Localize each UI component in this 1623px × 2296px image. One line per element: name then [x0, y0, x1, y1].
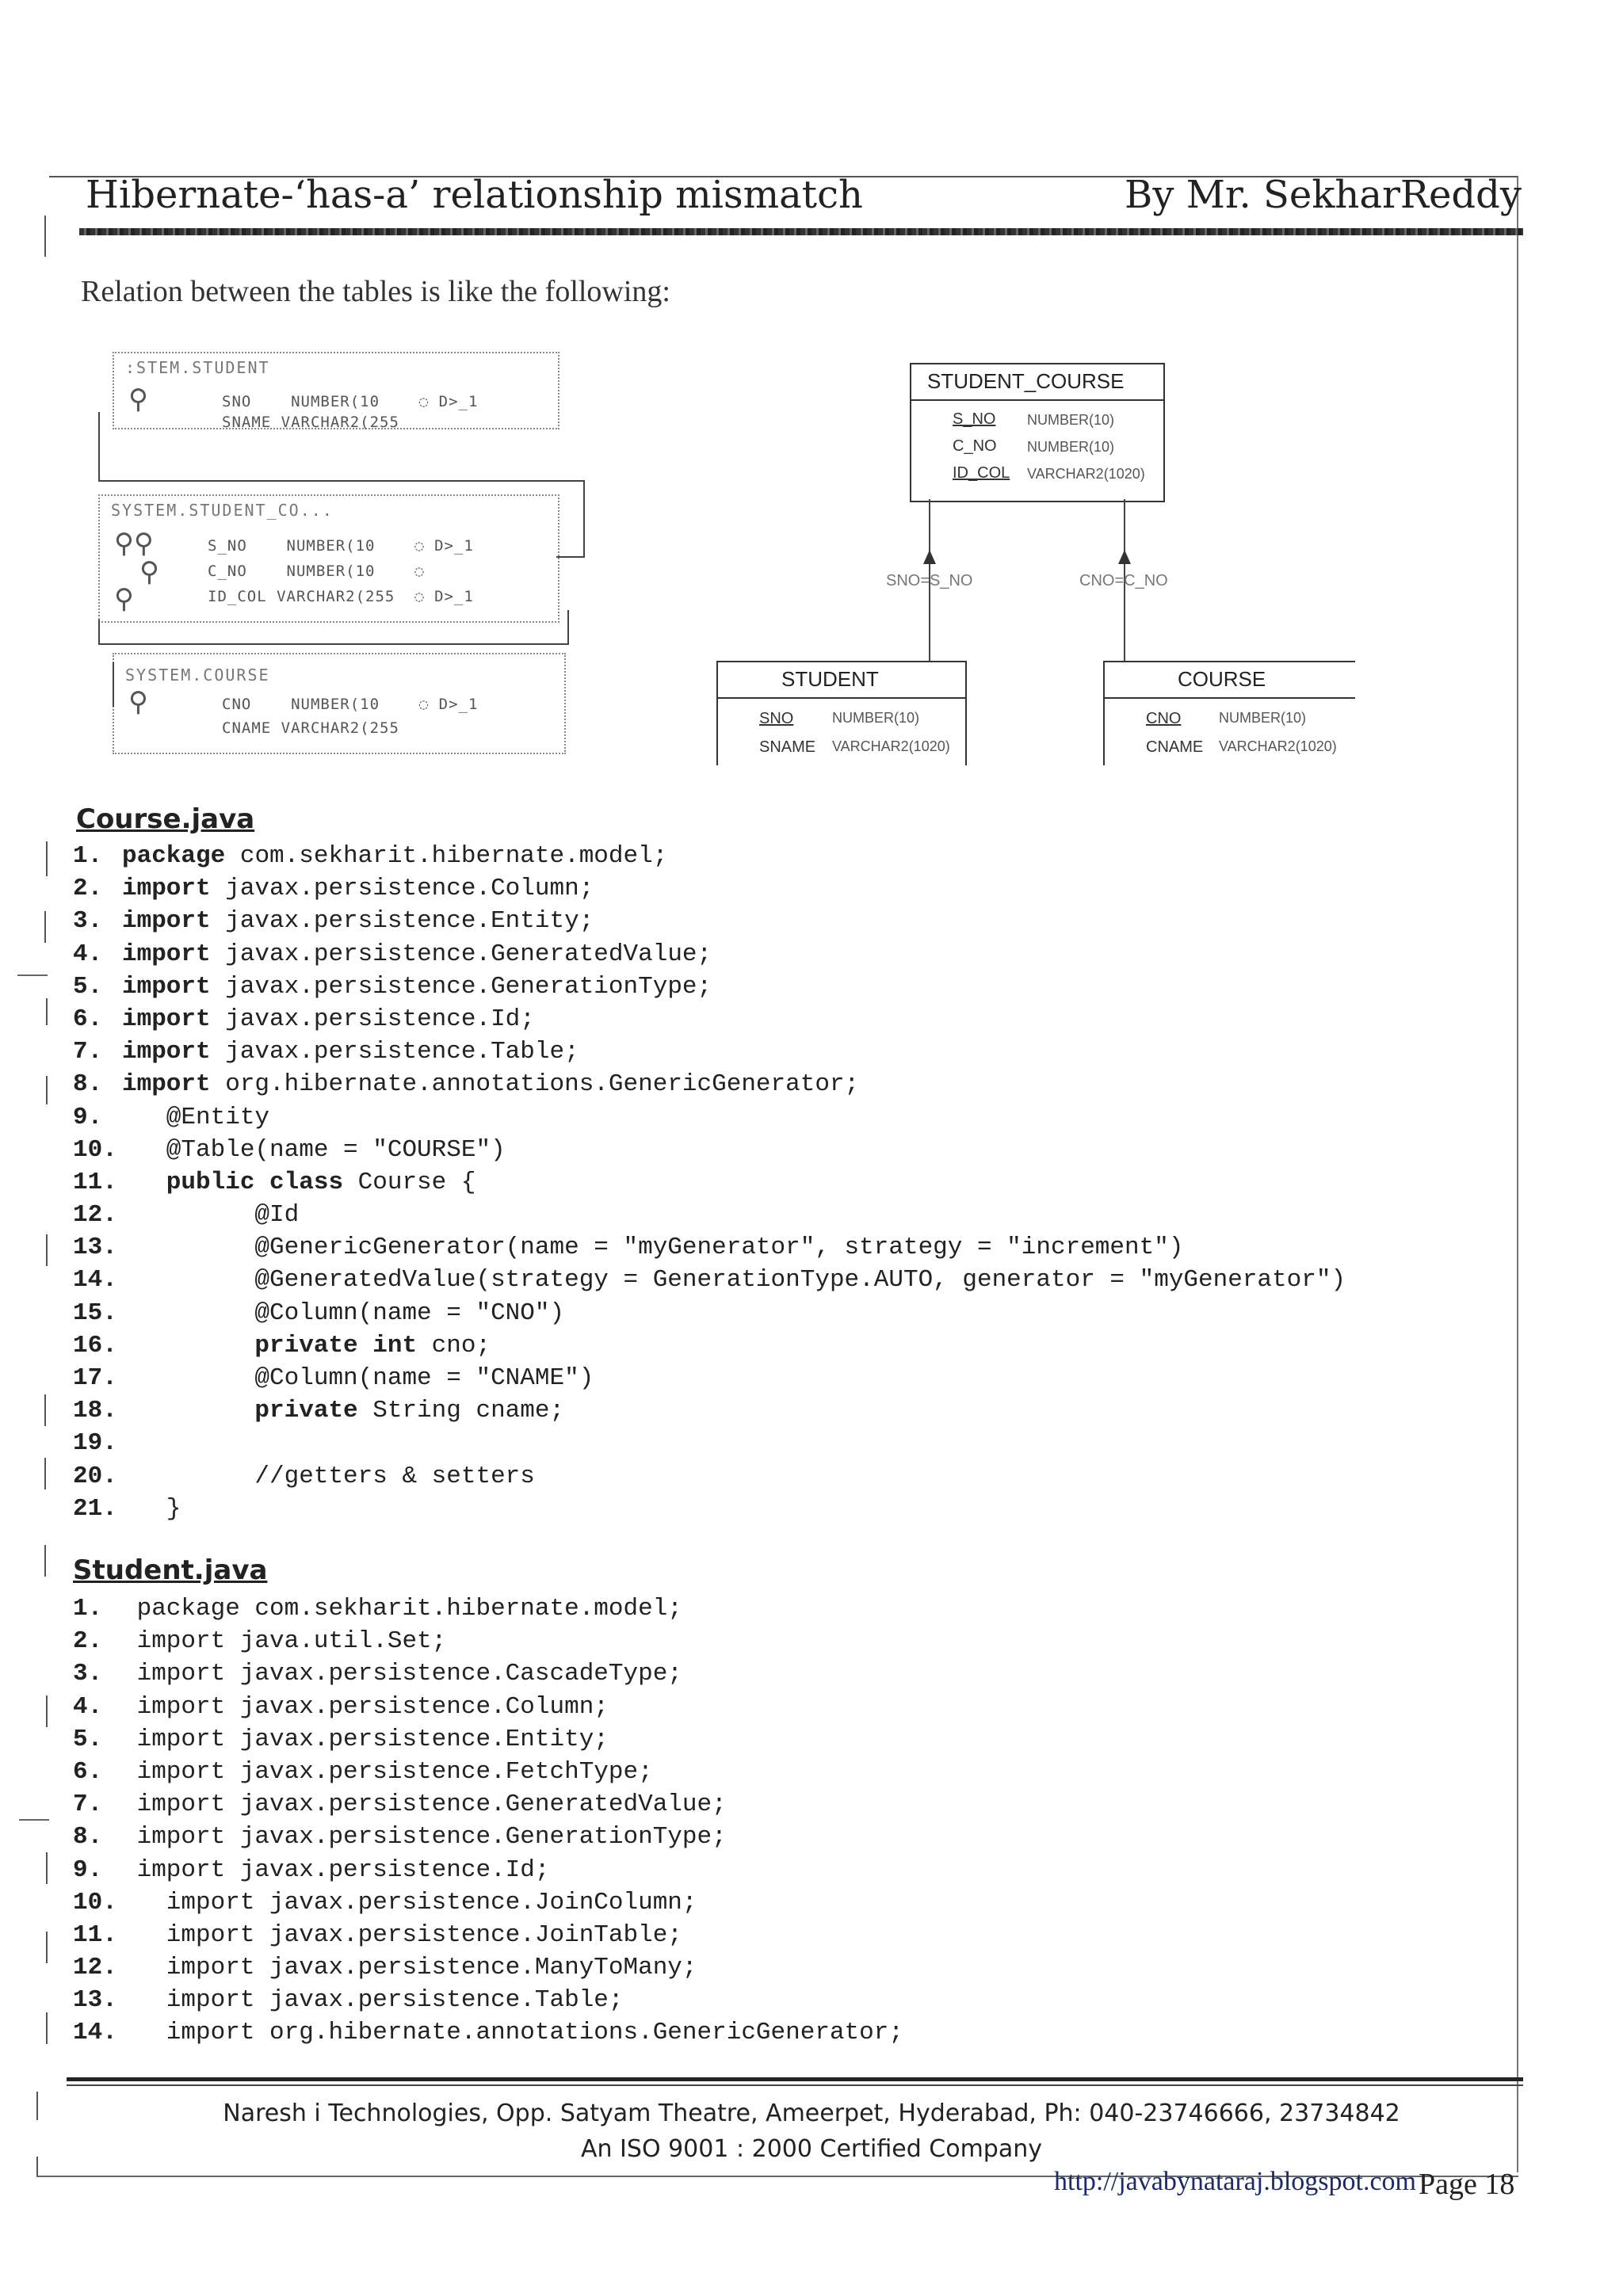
line-number: 11. — [73, 1168, 117, 1196]
footer-rule — [67, 2084, 1523, 2086]
line-number: 16. — [73, 1331, 117, 1360]
code-text: javax.persistence.GeneratedValue; — [210, 940, 712, 968]
line-number: 1. — [73, 842, 103, 870]
line-number: 12. — [73, 1201, 117, 1230]
code-line — [73, 1625, 903, 1657]
code-text: org.hibernate.annotations.GenericGenerator; — [210, 1070, 860, 1099]
code-line — [73, 938, 1346, 971]
footer-certification: An ISO 9001 : 2000 Certified Company — [580, 2135, 1042, 2163]
code-text: @Entity — [122, 1103, 270, 1131]
connector-line — [113, 662, 114, 707]
column-type: VARCHAR2(1020) — [1219, 738, 1337, 754]
code-line — [73, 1101, 1346, 1134]
header-rule — [79, 228, 1523, 235]
ora-course-row: CNO NUMBER(10 ◌ D>_1 — [222, 696, 479, 713]
line-number: 7. — [73, 1038, 103, 1066]
code-text: import javax.persistence.ManyToMany; — [122, 1954, 697, 1982]
code-text: cno; — [417, 1331, 491, 1360]
author-name: By Mr. SekharReddy — [1125, 173, 1522, 217]
line-number: 9. — [73, 1855, 103, 1884]
code-keyword: import — [122, 875, 211, 903]
key-icon: ⚲ — [128, 383, 148, 415]
column-name: SNO — [759, 710, 794, 727]
code-line — [73, 1166, 1346, 1199]
column-name: SNAME — [759, 738, 816, 756]
code-text: import javax.persistence.FetchType; — [122, 1757, 653, 1786]
code-keyword: import — [122, 1070, 211, 1099]
er-student-course-table — [910, 363, 1165, 502]
code-line — [73, 1821, 903, 1853]
ora-course-row: CNAME VARCHAR2(255 — [222, 719, 399, 737]
line-number: 5. — [73, 972, 103, 1001]
code-text: @Table(name = "COURSE") — [122, 1135, 506, 1164]
ora-student-course-title: SYSTEM.STUDENT_CO... — [111, 501, 334, 520]
ora-student-row: SNO NUMBER(10 ◌ D>_1 — [222, 393, 479, 410]
code-line — [73, 1134, 1346, 1166]
column-type: NUMBER(10) — [832, 710, 920, 726]
key-icon: ⚲ — [128, 686, 148, 718]
line-number: 9. — [73, 1103, 103, 1131]
code-keyword: private int — [122, 1331, 418, 1360]
code-text: String cname; — [357, 1397, 565, 1425]
code-keyword: private — [122, 1397, 358, 1425]
table-divider — [718, 697, 965, 699]
code-line — [73, 1329, 1346, 1362]
intro-text: Relation between the tables is like the following: — [81, 275, 670, 308]
code-text: javax.persistence.Table; — [210, 1038, 579, 1066]
code-line — [73, 1984, 903, 2016]
code-text: @Column(name = "CNO") — [122, 1299, 565, 1327]
connector-line — [556, 556, 585, 558]
connector-line — [583, 480, 585, 558]
column-type: NUMBER(10) — [1027, 412, 1115, 428]
line-number: 21. — [73, 1494, 117, 1523]
student-java-title: Student.java — [73, 1554, 268, 1586]
code-line — [73, 1756, 903, 1788]
table-divider — [911, 399, 1163, 401]
footer-rule — [67, 2077, 1523, 2081]
footer-address: Naresh i Technologies, Opp. Satyam Theatre, Ameerpet, Hyderabad, Ph: 040-23746666, 23734842 — [223, 2100, 1400, 2127]
code-text: javax.persistence.GenerationType; — [210, 972, 712, 1001]
line-number: 2. — [73, 1627, 103, 1656]
code-line — [73, 1199, 1346, 1231]
code-keyword: public class — [122, 1168, 344, 1196]
column-name: S_NO — [953, 410, 996, 428]
code-line — [73, 1919, 903, 1951]
code-text: @GeneratedValue(strategy = GenerationType.AUTO, generator = "myGenerator") — [122, 1266, 1346, 1295]
line-number: 11. — [73, 1920, 117, 1949]
line-number: 3. — [73, 1660, 103, 1688]
code-text: //getters & setters — [122, 1462, 535, 1490]
code-text: import org.hibernate.annotations.GenericGenerator; — [122, 2019, 903, 2047]
line-number: 20. — [73, 1462, 117, 1490]
column-name: CNAME — [1146, 738, 1204, 756]
ora-student-course-row: C_NO NUMBER(10 ◌ — [208, 563, 425, 580]
column-type: VARCHAR2(1020) — [832, 738, 950, 754]
code-line — [73, 1854, 903, 1886]
ora-course-title: SYSTEM.COURSE — [125, 666, 270, 685]
code-line — [73, 1886, 903, 1919]
student-java-code — [73, 1592, 903, 2050]
code-text: import javax.persistence.JoinTable; — [122, 1920, 682, 1949]
line-number: 6. — [73, 1757, 103, 1786]
line-number: 3. — [73, 907, 103, 936]
line-number: 19. — [73, 1429, 117, 1458]
connector-line — [98, 643, 569, 645]
code-line — [73, 1691, 903, 1723]
code-keyword: import — [122, 1038, 211, 1066]
code-keyword: import — [122, 907, 211, 936]
code-text: } — [122, 1494, 181, 1523]
ora-student-course-table — [98, 494, 559, 623]
line-number: 10. — [73, 1888, 117, 1917]
line-number: 8. — [73, 1823, 103, 1852]
page-number: Page 18 — [1419, 2168, 1515, 2201]
code-line — [73, 1723, 903, 1756]
code-line — [73, 905, 1346, 937]
line-number: 10. — [73, 1135, 117, 1164]
er-student-course-title: STUDENT_COURSE — [927, 369, 1125, 393]
code-text: javax.persistence.Column; — [210, 875, 594, 903]
er-course-table — [1103, 661, 1355, 765]
code-line — [73, 840, 1346, 872]
line-number: 17. — [73, 1364, 117, 1392]
column-type: NUMBER(10) — [1219, 710, 1307, 726]
code-line — [73, 1427, 1346, 1459]
line-number: 14. — [73, 2019, 117, 2047]
arrow-up-icon — [1118, 550, 1131, 564]
code-line — [73, 1297, 1346, 1329]
ora-student-course-row: S_NO NUMBER(10 ◌ D>_1 — [208, 537, 474, 555]
line-number: 4. — [73, 1692, 103, 1721]
code-line — [73, 1788, 903, 1821]
code-text: com.sekharit.hibernate.model; — [225, 842, 668, 870]
code-text: import javax.persistence.Id; — [122, 1855, 550, 1884]
line-number: 15. — [73, 1299, 117, 1327]
code-text: import java.util.Set; — [122, 1627, 447, 1656]
connector-line — [98, 480, 585, 482]
code-line — [73, 1003, 1346, 1035]
er-student-table — [716, 661, 967, 765]
code-text: @Id — [122, 1201, 300, 1230]
code-text: import javax.persistence.GeneratedValue; — [122, 1791, 727, 1819]
code-text: @Column(name = "CNAME") — [122, 1364, 594, 1392]
code-line — [73, 971, 1346, 1003]
ora-course-table — [113, 653, 566, 754]
er-student-title: STUDENT — [781, 667, 879, 691]
line-number: 12. — [73, 1954, 117, 1982]
code-line — [73, 1592, 903, 1625]
code-keyword: import — [122, 1005, 211, 1033]
ora-student-table — [113, 352, 559, 429]
line-number: 8. — [73, 1070, 103, 1099]
course-java-title: Course.java — [76, 803, 255, 835]
code-text: @GenericGenerator(name = "myGenerator", strategy = "increment") — [122, 1234, 1184, 1262]
code-line — [73, 1264, 1346, 1296]
column-name: ID_COL — [953, 464, 1010, 482]
arrow-up-icon — [923, 550, 936, 564]
code-text: import javax.persistence.Column; — [122, 1692, 609, 1721]
code-line — [73, 1493, 1346, 1525]
code-text: package com.sekharit.hibernate.model; — [122, 1595, 682, 1623]
key-icon: ⚲⚲ — [114, 528, 154, 559]
code-line — [73, 1460, 1346, 1493]
code-keyword: import — [122, 940, 211, 968]
code-line — [73, 1951, 903, 1984]
table-divider — [1105, 697, 1355, 699]
ora-student-row: SNAME VARCHAR2(255 — [222, 414, 399, 431]
code-text: javax.persistence.Entity; — [210, 907, 594, 936]
ora-student-course-row: ID_COL VARCHAR2(255 ◌ D>_1 — [208, 588, 474, 605]
code-line — [73, 2016, 903, 2049]
line-number: 7. — [73, 1791, 103, 1819]
blog-link[interactable]: http://javabynataraj.blogspot.com — [1054, 2167, 1417, 2196]
course-java-code — [73, 840, 1346, 1525]
connector-line — [98, 412, 100, 482]
code-line — [73, 1035, 1346, 1068]
code-line — [73, 1657, 903, 1690]
column-name: C_NO — [953, 437, 997, 455]
code-keyword: package — [122, 842, 226, 870]
column-type: NUMBER(10) — [1027, 439, 1115, 455]
key-icon: ⚲ — [114, 583, 134, 615]
code-line — [73, 872, 1346, 905]
code-text: import javax.persistence.CascadeType; — [122, 1660, 682, 1688]
key-icon: ⚲ — [139, 556, 159, 588]
er-course-title: COURSE — [1178, 667, 1266, 691]
line-number: 18. — [73, 1397, 117, 1425]
line-number: 14. — [73, 1266, 117, 1295]
code-text: javax.persistence.Id; — [210, 1005, 535, 1033]
code-line — [73, 1394, 1346, 1427]
code-keyword: import — [122, 972, 211, 1001]
connector-line — [567, 610, 569, 645]
relationship-label: SNO=S_NO — [886, 572, 973, 589]
code-text: Course { — [343, 1168, 476, 1196]
line-number: 13. — [73, 1986, 117, 2015]
code-text: import javax.persistence.Table; — [122, 1986, 624, 2015]
code-text: import javax.persistence.GenerationType; — [122, 1823, 727, 1852]
connector-line — [98, 620, 100, 645]
line-number: 13. — [73, 1234, 117, 1262]
page-title: Hibernate-‘has-a’ relationship mismatch — [86, 173, 863, 217]
code-line — [73, 1362, 1346, 1394]
ora-student-title: :STEM.STUDENT — [125, 358, 270, 377]
column-type: VARCHAR2(1020) — [1027, 466, 1145, 482]
code-line — [73, 1068, 1346, 1100]
column-name: CNO — [1146, 710, 1182, 727]
line-number: 4. — [73, 940, 103, 968]
line-number: 6. — [73, 1005, 103, 1033]
line-number: 5. — [73, 1725, 103, 1753]
relationship-label: CNO=C_NO — [1079, 572, 1168, 589]
code-text: import javax.persistence.JoinColumn; — [122, 1888, 697, 1917]
code-line — [73, 1231, 1346, 1264]
line-number: 1. — [73, 1595, 103, 1623]
line-number: 2. — [73, 875, 103, 903]
code-text: import javax.persistence.Entity; — [122, 1725, 609, 1753]
